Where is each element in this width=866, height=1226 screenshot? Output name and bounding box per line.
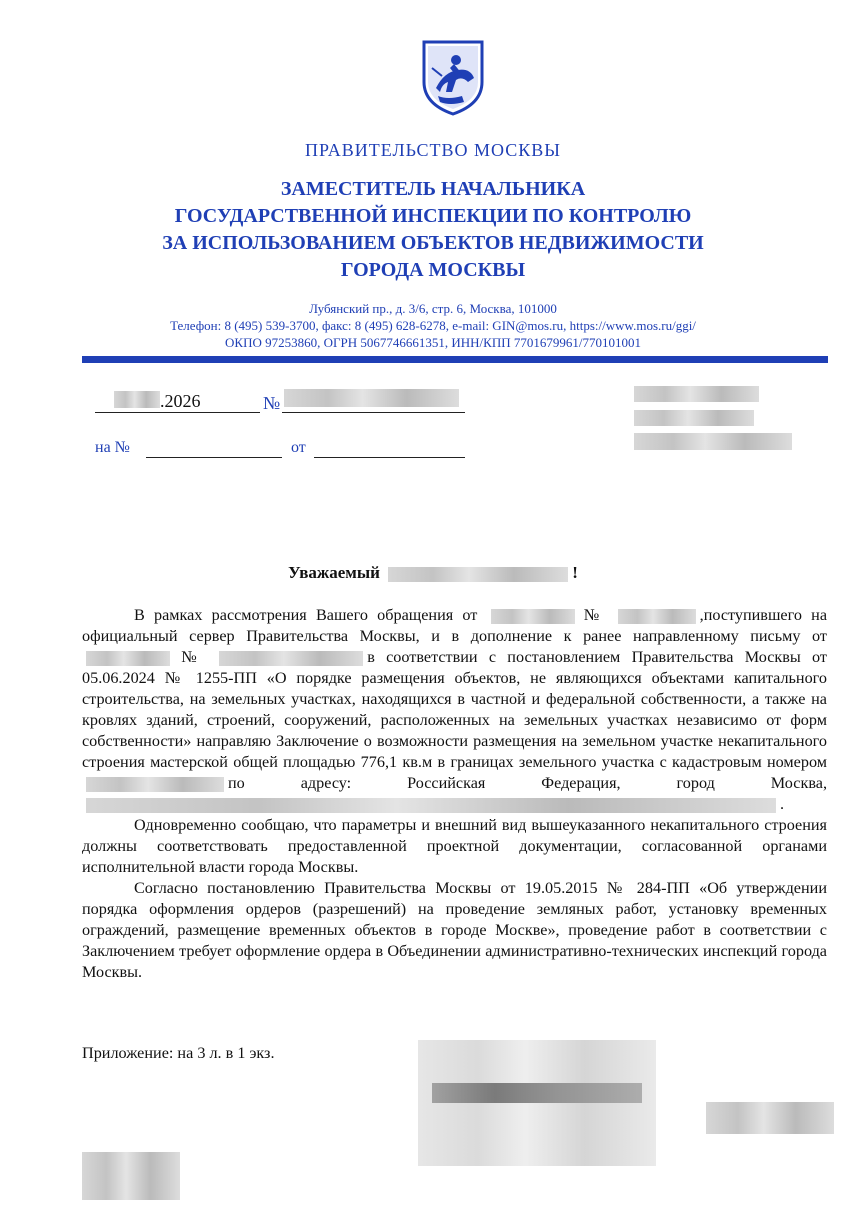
attachment-note: Приложение: на 3 л. в 1 экз. xyxy=(82,1044,275,1062)
office-title xyxy=(0,176,866,284)
redacted-number xyxy=(219,651,363,666)
letter-body xyxy=(82,605,827,983)
text-span: ,поступившего на официальный сервер Правительства Москвы, и в дополнение к ранее направленному письму от xyxy=(82,606,828,645)
redacted-date xyxy=(491,609,575,624)
redacted-date xyxy=(86,651,170,666)
reply-date-label: от xyxy=(291,439,306,456)
number-label: № xyxy=(263,393,281,413)
redacted-number xyxy=(284,389,459,407)
text-span: в соответствии с постановлением Правительства Москвы от 05.06.2024 № 1255-ПП «О порядке размещения объектов, не являющихся объектами капитального строительства, на земельных участках, находящихся в частной и федеральной собственности, а также на кровлях зданий, строений, сооружений, расположенных на земельных участках независимо от форм собственности» направляю Заключение о возможности размещения на земельном участке некапитального строения мастерской общей площадью 776,1 кв.м в границах земельного участка с кадастровым номером xyxy=(82,648,827,771)
redacted-cadastral-number xyxy=(86,777,224,792)
reply-date-field xyxy=(314,439,465,458)
date-year: .2026 xyxy=(160,391,201,411)
government-title: ПРАВИТЕЛЬСТВО МОСКВЫ xyxy=(304,140,561,160)
redacted-address xyxy=(86,798,776,813)
moscow-coat-of-arms-icon xyxy=(418,38,488,116)
text-span: . xyxy=(780,795,785,813)
redacted-signature-block xyxy=(418,1040,656,1166)
header-divider xyxy=(82,356,828,363)
paragraph-3: Согласно постановлению Правительства Москвы от 19.05.2015 № 284-ПП «Об утверждении порядка оформления ордеров (разрешений) на проведение земляных работ, установку временных ограждений, размещение временных объектов в городе Москве», проведение работ в соответствии с Заключением требует оформление ордера в Объединении административно-технических инспекций города Москвы. xyxy=(82,879,827,981)
office-title-line: ГОСУДАРСТВЕННОЙ ИНСПЕКЦИИ ПО КОНТРОЛЮ xyxy=(174,205,692,227)
text-span: № xyxy=(174,648,204,666)
text-span: В рамках рассмотрения Вашего обращения от xyxy=(134,606,478,624)
redacted-number xyxy=(618,609,696,624)
office-title-line: ЗАМЕСТИТЕЛЬ НАЧАЛЬНИКА xyxy=(280,178,586,200)
salutation-prefix: Уважаемый xyxy=(288,563,380,582)
office-title-line: ГОРОДА МОСКВЫ xyxy=(340,259,526,281)
redacted-executor xyxy=(82,1152,180,1200)
redacted-date xyxy=(114,391,160,408)
reply-number-field xyxy=(146,439,282,458)
address-line: Лубянский пр., д. 3/6, стр. 6, Москва, 101000 xyxy=(309,301,557,316)
office-title-line: ЗА ИСПОЛЬЗОВАНИЕМ ОБЪЕКТОВ НЕДВИЖИМОСТИ xyxy=(162,232,704,254)
paragraph-1 xyxy=(82,605,827,815)
paragraph-2: Одновременно сообщаю, что параметры и внешний вид вышеуказанного некапитального строения должны соответствовать предоставленной проектной документации, согласованной органами исполнительной власти города Москвы. xyxy=(82,816,827,876)
reply-number-label: на № xyxy=(95,439,130,456)
redacted-recipient-line xyxy=(634,410,754,426)
registration-line: ОКПО 97253860, ОГРН 5067746661351, ИНН/КПП 7701679961/770101001 xyxy=(225,335,641,350)
phone-email-line: Телефон: 8 (495) 539-3700, факс: 8 (495) 628-6278, e-mail: GIN@mos.ru, https://www.mos.ru/ggi/ xyxy=(170,318,696,333)
contact-block xyxy=(0,300,866,351)
text-span: № xyxy=(578,606,605,624)
salutation-suffix: ! xyxy=(572,563,578,582)
redacted-recipient-line xyxy=(634,386,759,402)
redacted-addressee xyxy=(388,567,568,582)
redacted-signer-name xyxy=(706,1102,834,1134)
redacted-signature-line xyxy=(432,1083,642,1103)
redacted-recipient-line xyxy=(634,433,792,450)
text-span: по адресу: Российская Федерация, город Москва, xyxy=(228,774,827,792)
salutation xyxy=(0,563,866,583)
